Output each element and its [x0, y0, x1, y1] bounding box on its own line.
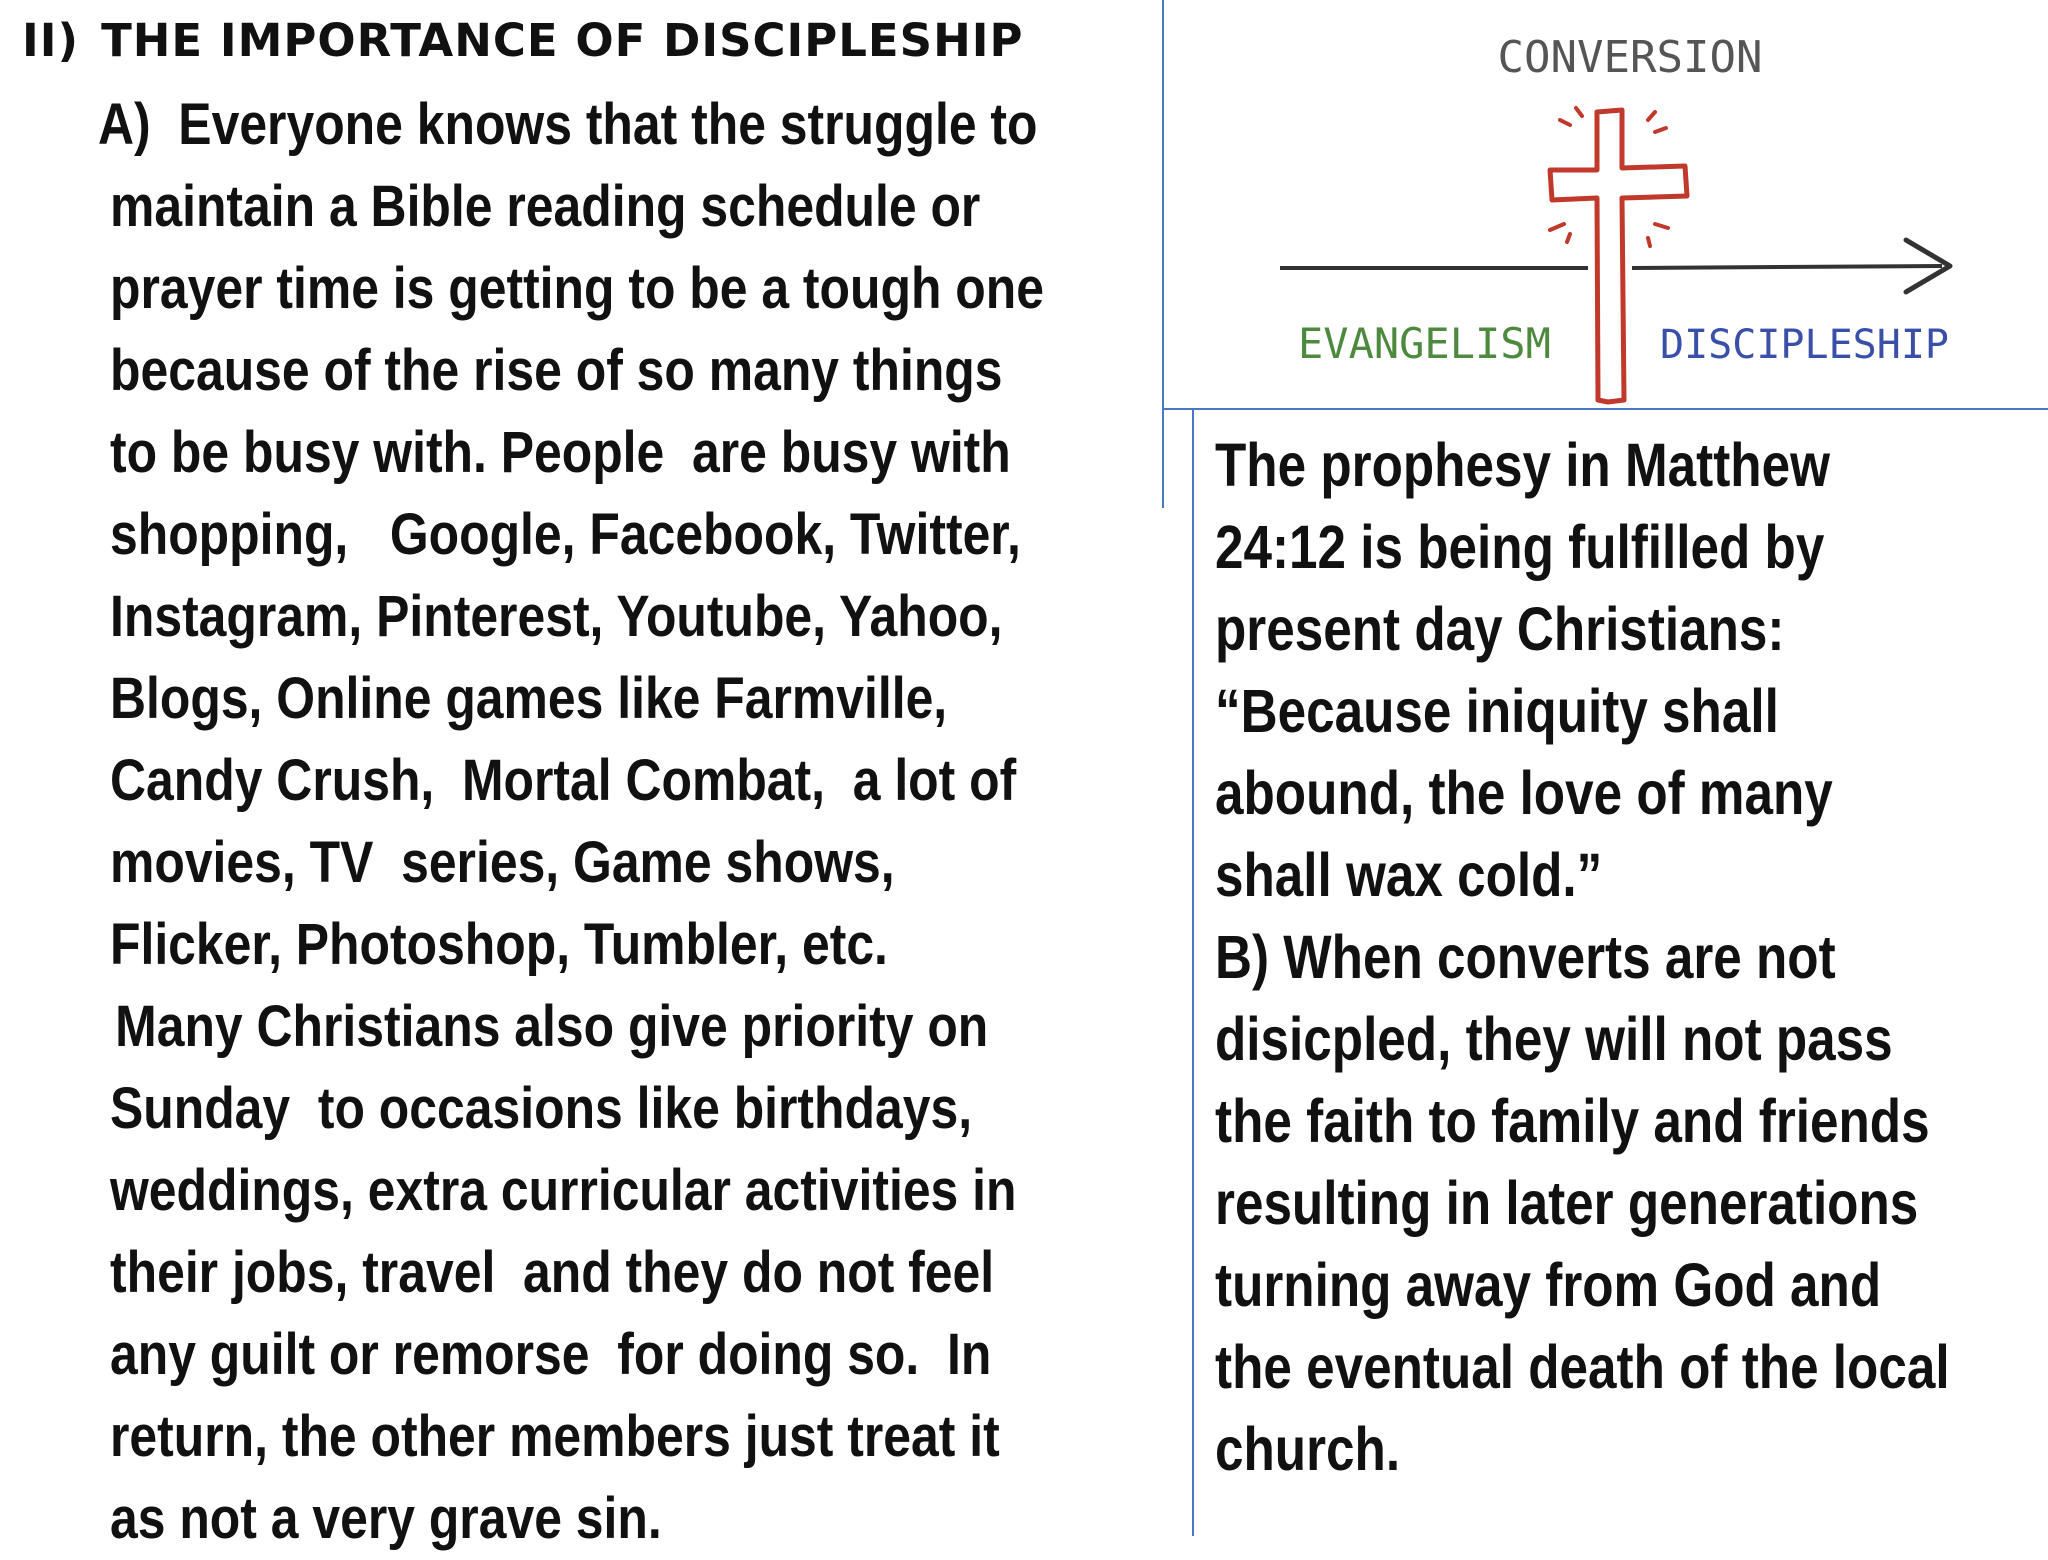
section-number: II) [22, 14, 80, 67]
left-paragraph [97, 84, 1044, 1560]
left-line: prayer time is getting to be a tough one [110, 256, 1044, 321]
left-line: A) Everyone knows that the struggle to [97, 92, 1038, 157]
right-line: abound, the love of many [1215, 759, 1833, 827]
right-line: present day Christians: [1215, 595, 1785, 663]
evangelism-label: EVANGELISM [1298, 319, 1551, 368]
right-line: the faith to family and friends [1215, 1087, 1930, 1155]
left-line: movies, TV series, Game shows, [110, 830, 895, 895]
radiance-marks-icon [1550, 108, 1668, 246]
left-line: as not a very grave sin. [110, 1486, 662, 1551]
right-line: church. [1215, 1415, 1401, 1483]
left-line: return, the other members just treat it [110, 1404, 1000, 1469]
left-line: Blogs, Online games like Farmville, [110, 666, 948, 731]
left-line: Instagram, Pinterest, Youtube, Yahoo, [110, 584, 1003, 649]
right-line: resulting in later generations [1215, 1169, 1919, 1237]
right-line: “Because iniquity shall [1215, 677, 1779, 745]
right-line: 24:12 is being fulfilled by [1215, 513, 1825, 581]
vertical-divider-top [1162, 0, 1164, 508]
left-line: Flicker, Photoshop, Tumbler, etc. [110, 912, 888, 977]
left-line: maintain a Bible reading schedule or [110, 174, 981, 239]
right-line: turning away from God and [1215, 1251, 1882, 1319]
left-line: any guilt or remorse for doing so. In [110, 1322, 992, 1387]
discipleship-label: DISCIPLESHIP [1660, 322, 1949, 368]
left-line: because of the rise of so many things [110, 338, 1003, 403]
left-line: weddings, extra curricular activities in [110, 1158, 1017, 1223]
evangelism-discipleship-diagram [1270, 20, 1970, 410]
right-line: The prophesy in Matthew [1215, 431, 1830, 499]
right-paragraph [1215, 424, 2021, 1490]
left-line: to be busy with. People are busy with [110, 420, 1011, 485]
arrow-line-right [1632, 266, 1942, 268]
right-line: shall wax cold.” [1215, 841, 1603, 909]
section-title: THE IMPORTANCE OF DISCIPLESHIP [101, 14, 1024, 67]
left-line: their jobs, travel and they do not feel [110, 1240, 995, 1305]
left-line: shopping, Google, Facebook, Twitter, [110, 502, 1021, 567]
vertical-divider-bottom [1192, 410, 1194, 1536]
left-line: Candy Crush, Mortal Combat, a lot of [110, 748, 1017, 813]
conversion-label: CONVERSION [1497, 32, 1763, 83]
right-line: B) When converts are not [1215, 923, 1836, 991]
left-line: Many Christians also give priority on [115, 994, 989, 1059]
left-line: Sunday to occasions like birthdays, [110, 1076, 973, 1141]
right-line: disicpled, they will not pass [1215, 1005, 1893, 1073]
section-heading [22, 14, 1023, 67]
right-line: the eventual death of the local [1215, 1333, 1950, 1401]
